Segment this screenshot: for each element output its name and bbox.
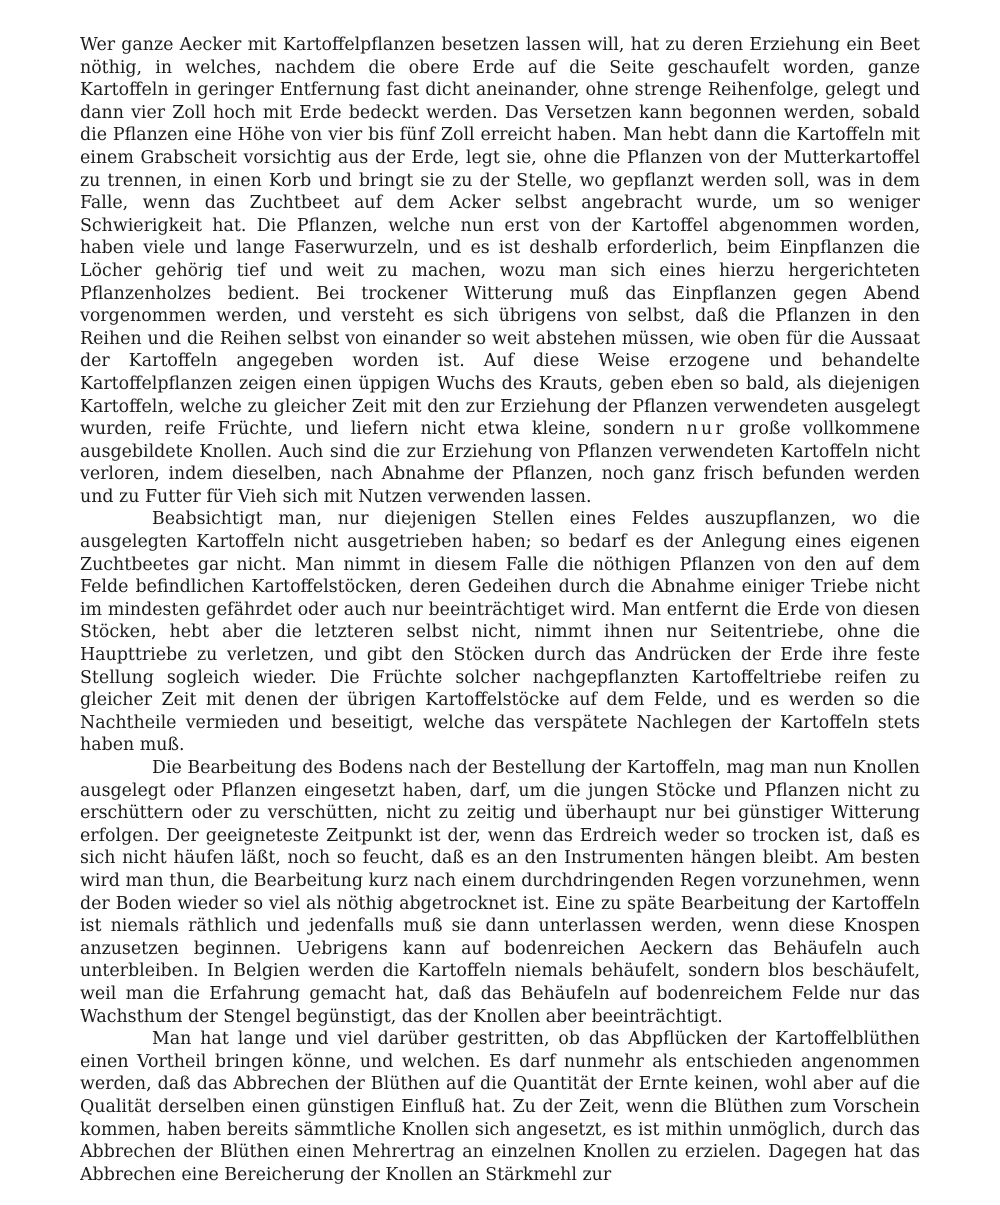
emphasized-word: nur	[686, 419, 727, 440]
paragraph-1	[80, 34, 920, 508]
document-page	[80, 34, 920, 1184]
paragraph-1-text: Wer ganze Aecker mit Kartoffelpflanzen besetzen lassen will, hat zu deren Erziehung ein Beet nöthig, in welches, nachdem die obere Erde auf die Seite geschaufelt worden, ganze Kartoffeln in geringer Entfernung fast dicht aneinander, ohne strenge Reihenfolge, gelegt und dann vier Zoll hoch mit Erde bedeckt werden. Das Versetzen kann begonnen werden, sobald die Pflanzen eine Höhe von vier bis fünf Zoll erreicht haben. Man hebt dann die Kartoffeln mit einem Grabscheit vorsichtig aus der Erde, legt sie, ohne die Pflanzen von der Mutterkartoffel zu trennen, in einen Korb und bringt sie zu der Stelle, wo gepflanzt werden soll, was in dem Falle, wenn das Zuchtbeet auf dem Acker selbst angebracht wurde, um so weniger Schwierigkeit hat. Die Pflanzen, welche nun erst von der Kartoffel abgenommen worden, haben viele und lange Faserwurzeln, und es ist deshalb erforderlich, beim Einpflanzen die Löcher gehörig tief und weit zu machen, wozu man sich eines hierzu hergerichteten Pflanzenholzes bedient. Bei trockener Witterung muß das Einpflanzen gegen Abend vorgenommen werden, und versteht es sich übrigens von selbst, daß die Pflanzen in den Reihen und die Reihen selbst von einander so weit abstehen müssen, wie oben für die Aussaat der Kartoffeln angegeben worden ist. Auf diese Weise erzogene und behandelte Kartoffelpflanzen zeigen einen üppigen Wuchs des Krauts, geben eben so bald, als diejenigen Kartoffeln, welche zu gleicher Zeit mit den zur Erziehung der Pflanzen verwendeten ausgelegt wurden, reife Früchte, und liefern nicht etwa kleine, sondern	[80, 35, 920, 440]
paragraph-2: Beabsichtigt man, nur diejenigen Stellen eines Feldes auszupflanzen, wo die ausgelegten Kartoffeln nicht ausgetrieben haben; so bedarf es der Anlegung eines eigenen Zuchtbeetes gar nicht. Man nimmt in diesem Falle die nöthigen Pflanzen von den auf dem Felde befindlichen Kartoffelstöcken, deren Gedeihen durch die Abnahme einiger Triebe nicht im mindesten gefährdet oder auch nur beeinträchtiget wird. Man entfernt die Erde von diesen Stöcken, hebt aber die letzteren selbst nicht, nimmt ihnen nur Seitentriebe, ohne die Haupttriebe zu verletzen, und gibt den Stöcken durch das Andrücken der Erde ihre feste Stellung sogleich wieder. Die Früchte solcher nachgepflanzten Kartoffeltriebe reifen zu gleicher Zeit mit denen der übrigen Kartoffelstöcke auf dem Felde, und es werden so die Nachtheile vermieden und beseitigt, welche das verspätete Nachlegen der Kartoffeln stets haben muß.	[80, 509, 920, 756]
paragraph-3: Die Bearbeitung des Bodens nach der Bestellung der Kartoffeln, mag man nun Knollen ausgelegt oder Pflanzen eingesetzt haben, darf, um die jungen Stöcke und Pflanzen nicht zu erschüttern oder zu verschütten, nicht zu zeitig und überhaupt nur bei günstiger Witterung erfolgen. Der geeigneteste Zeitpunkt ist der, wenn das Erdreich weder so trocken ist, daß es sich nicht häufen läßt, noch so feucht, daß es an den Instrumenten hängen bleibt. Am besten wird man thun, die Bearbeitung kurz nach einem durchdringenden Regen vorzunehmen, wenn der Boden wieder so viel als nöthig abgetrocknet ist. Eine zu späte Bearbeitung der Kartoffeln ist niemals räthlich und jedenfalls muß sie dann unterlassen werden, wenn diese Knospen anzusetzen beginnen. Uebrigens kann auf bodenreichen Aeckern das Behäufeln auch unterbleiben. In Belgien werden die Kartoffeln niemals behäufelt, sondern blos beschäufelt, weil man die Erfahrung gemacht hat, daß das Behäufeln auf bodenreichem Felde nur das Wachsthum der Stengel begünstigt, das der Knollen aber beeinträchtigt.	[80, 758, 920, 1027]
paragraph-1-continuation: große vollkommene ausgebildete Knollen. Auch sind die zur Erziehung von Pflanzen verwendeten Kartoffeln nicht verloren, indem dieselben, nach Abnahme der Pflanzen, noch ganz frisch befunden werden und zu Futter für Vieh sich mit Nutzen verwenden lassen.	[80, 419, 920, 507]
paragraph-4: Man hat lange und viel darüber gestritten, ob das Abpflücken der Kartoffelblüthen einen Vortheil bringen könne, und welchen. Es darf nunmehr als entschieden angenommen werden, daß das Abbrechen der Blüthen auf die Quantität der Ernte keinen, wohl aber auf die Qualität derselben einen günstigen Einfluß hat. Zu der Zeit, wenn die Blüthen zum Vorschein kommen, haben bereits sämmtliche Knollen sich angesetzt, es ist mithin unmöglich, durch das Abbrechen der Blüthen einen Mehrertrag an einzelnen Knollen zu erzielen. Dagegen hat das Abbrechen eine Bereicherung der Knollen an Stärkmehl zur	[80, 1029, 920, 1184]
